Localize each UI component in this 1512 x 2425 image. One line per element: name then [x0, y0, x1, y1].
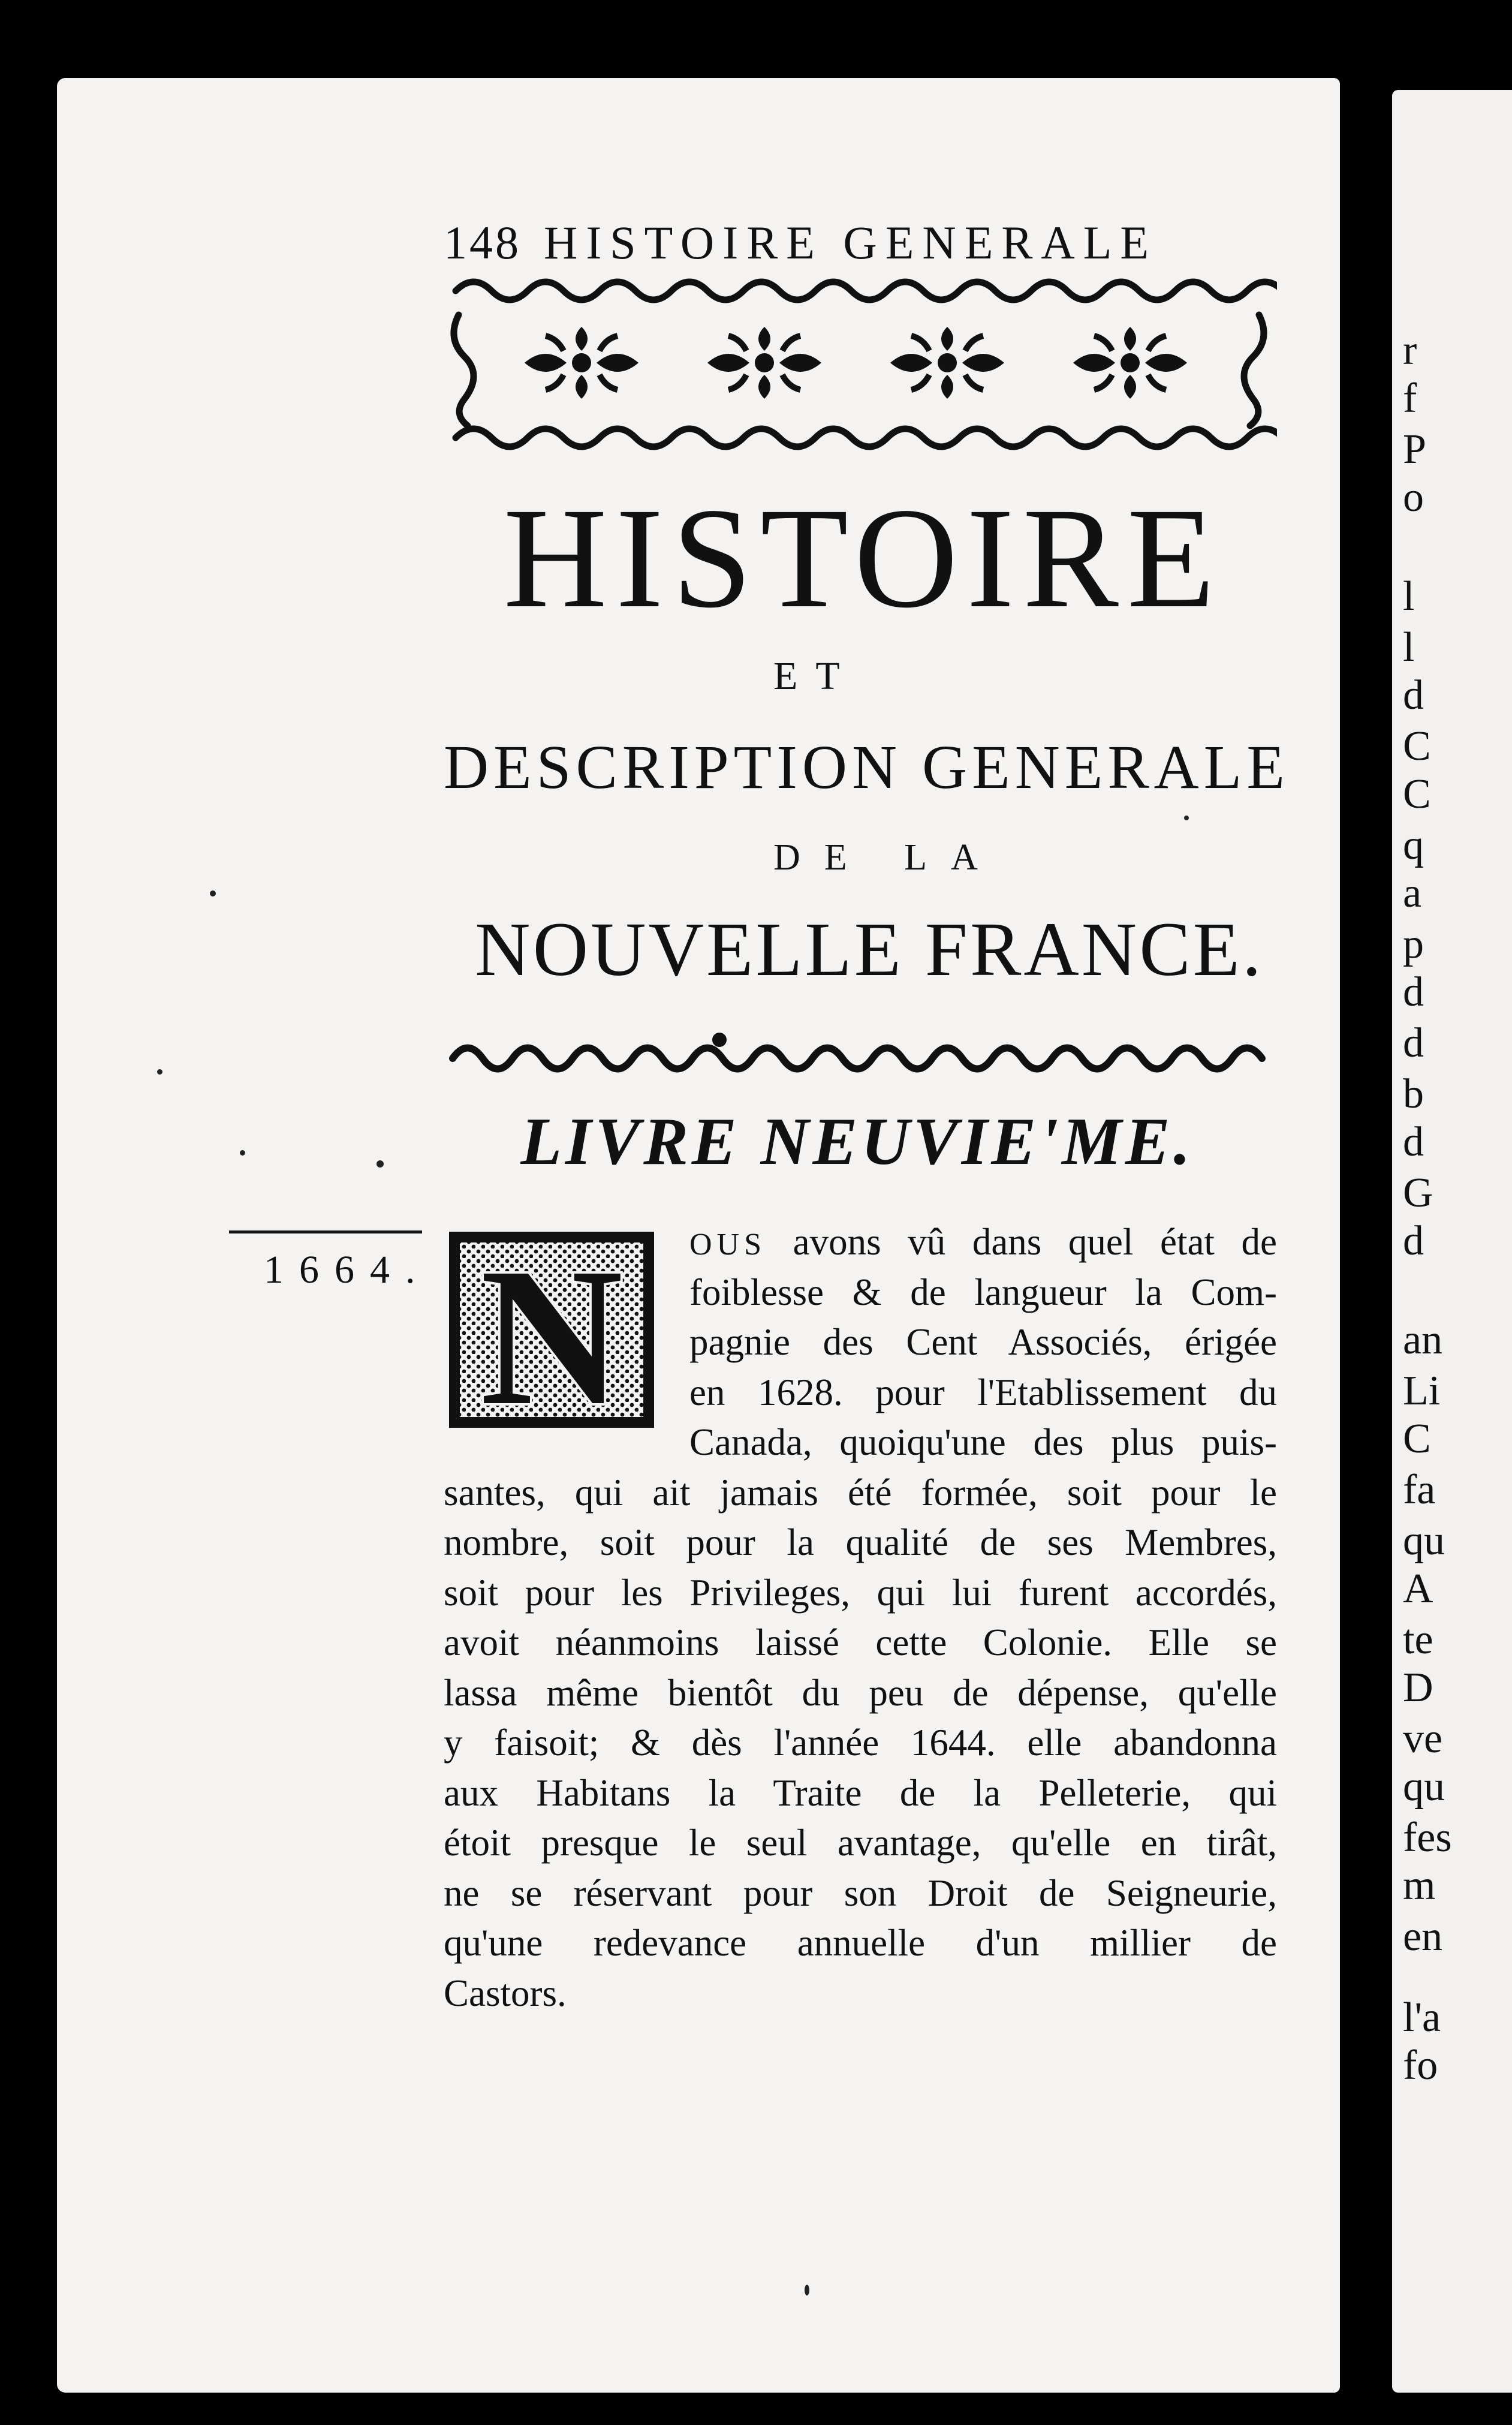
text-line: y faisoit; & dès l'année 1644. elle abandonna: [444, 1722, 1277, 1764]
facing-fragment: a: [1403, 870, 1422, 916]
body-paragraph: [444, 1217, 1277, 2018]
title-place: NOUVELLE FRANCE.: [475, 907, 1264, 992]
facing-fragment: d: [1403, 969, 1424, 1015]
text-line: santes, qui ait jamais été formée, soit pour le: [444, 1471, 1277, 1514]
ornamental-headpiece: [444, 267, 1277, 459]
text-line: étoit presque le seul avantage, qu'elle en tirât,: [444, 1822, 1277, 1864]
facing-fragment: f: [1403, 375, 1417, 422]
facing-page-edge: [1392, 90, 1512, 2393]
facing-fragment: r: [1403, 327, 1417, 374]
paper-speck: [157, 1069, 162, 1075]
facing-fragment: C: [1403, 771, 1431, 817]
facing-fragment: Li: [1403, 1368, 1441, 1414]
title-conjunction: ET: [773, 654, 858, 698]
text-line: foiblesse & de langueur la Com-: [689, 1271, 1277, 1313]
facing-fragment: qu: [1403, 1764, 1445, 1810]
facing-fragment: b: [1403, 1071, 1424, 1117]
facing-fragment: d: [1403, 1119, 1424, 1165]
facing-fragment: fo: [1403, 2042, 1438, 2089]
facing-fragment: l: [1403, 573, 1415, 619]
text-line: lassa même bientôt du peu de dépense, qu'elle: [444, 1671, 1277, 1714]
running-head: [444, 216, 1223, 270]
text-line: Castors.: [444, 1972, 567, 2014]
facing-fragment: D: [1403, 1665, 1433, 1711]
facing-fragment: d: [1403, 672, 1424, 718]
facing-fragment: C: [1403, 1416, 1431, 1462]
text-line: Canada, quoiqu'une des plus puis-: [689, 1421, 1277, 1463]
facing-fragment: fa: [1403, 1467, 1436, 1513]
facing-fragment: te: [1403, 1617, 1433, 1663]
ornamental-band: [444, 1031, 1277, 1079]
text-line: aux Habitans la Traite de la Pelleterie, qui: [444, 1771, 1277, 1814]
text-line: en 1628. pour l'Etablissement du: [689, 1371, 1277, 1413]
facing-fragment: ve: [1403, 1716, 1443, 1762]
text-line: nombre, soit pour la qualité de ses Membres,: [444, 1521, 1277, 1563]
paper-speck: [377, 1160, 384, 1168]
opening-word: OUS: [689, 1227, 767, 1262]
initial-letter: N: [480, 1229, 624, 1430]
facing-fragment: an: [1403, 1317, 1443, 1363]
facing-fragment: qu: [1403, 1518, 1445, 1564]
paper-speck: [805, 2285, 809, 2295]
margin-rule: [229, 1230, 422, 1233]
facing-fragment: o: [1403, 474, 1424, 520]
facing-fragment: en: [1403, 1913, 1443, 1960]
facing-fragment: d: [1403, 1218, 1424, 1264]
text-line: soit pour les Privileges, qui lui furent accordés,: [444, 1571, 1277, 1614]
text-line: OUS avons vû dans quel état de: [689, 1221, 1277, 1263]
facing-fragment: d: [1403, 1020, 1424, 1066]
title-preposition: DE LA: [773, 837, 1002, 878]
facing-fragment: A: [1403, 1566, 1433, 1612]
facing-fragment: p: [1403, 921, 1424, 967]
facing-fragment: q: [1403, 822, 1424, 868]
text-line: ne se réservant pour son Droit de Seigneurie,: [444, 1872, 1277, 1914]
page-number: 148: [444, 216, 521, 269]
text-line: qu'une redevance annuelle d'un millier de: [444, 1922, 1277, 1964]
text-line: pagnie des Cent Associés, érigée: [689, 1321, 1277, 1363]
paper-speck: [210, 890, 216, 896]
margin-year: 1664.: [264, 1248, 431, 1292]
facing-fragment: l'a: [1403, 1994, 1441, 2041]
facing-fragment: C: [1403, 723, 1431, 769]
paper-speck: [240, 1150, 245, 1156]
running-title: HISTOIRE GENERALE: [544, 216, 1157, 269]
paper-speck: [1184, 816, 1189, 820]
facing-fragment: m: [1403, 1863, 1436, 1909]
text-line: avoit néanmoins laissé cette Colonie. Elle se: [444, 1621, 1277, 1663]
book-title: LIVRE NEUVIE'ME.: [520, 1105, 1194, 1179]
facing-fragment: l: [1403, 624, 1415, 670]
facing-fragment: G: [1403, 1170, 1433, 1216]
subtitle: DESCRIPTION GENERALE: [444, 733, 1290, 802]
main-title: HISTOIRE: [503, 478, 1224, 637]
facing-fragment: fes: [1403, 1815, 1452, 1861]
facing-fragment: P: [1403, 426, 1426, 473]
